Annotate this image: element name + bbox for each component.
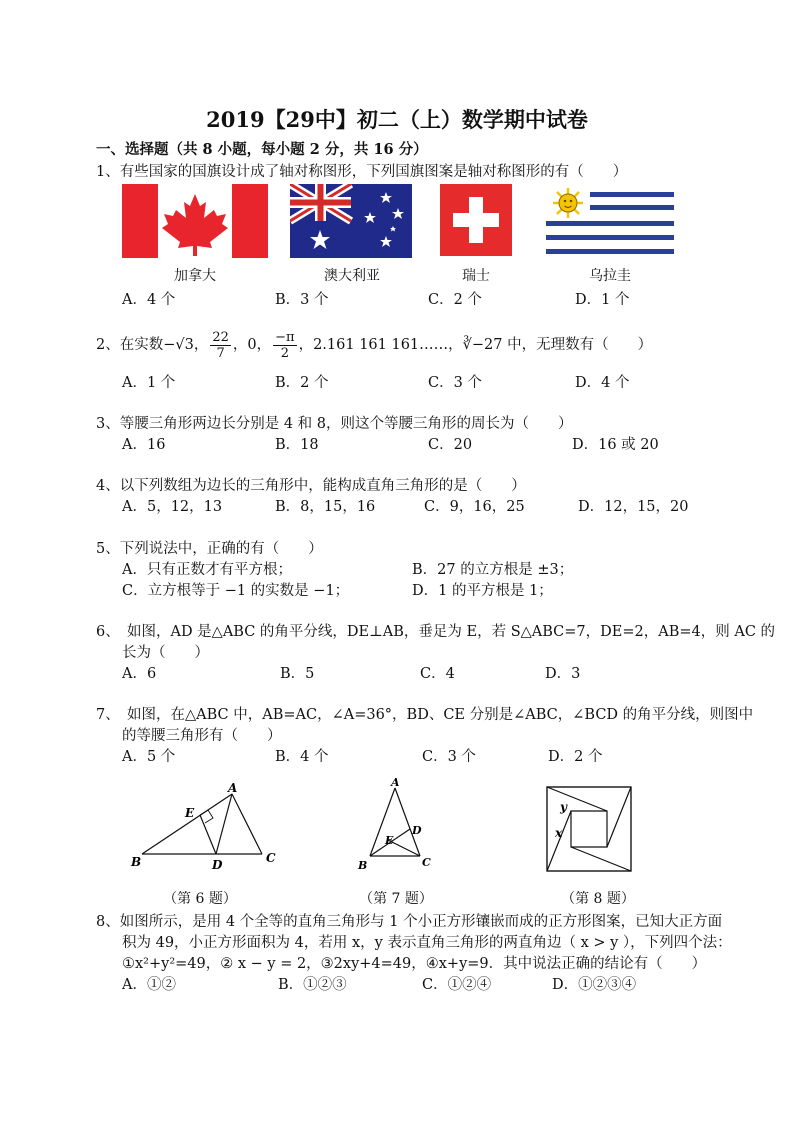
q7-option-a: A．5 个 [122, 749, 176, 765]
q3-option-b: B．18 [275, 437, 319, 453]
question-8-line-1: 8、如图所示，是用 4 个全等的直角三角形与 1 个小正方形镶嵌而成的正方形图案，已知大正方面 [96, 914, 723, 930]
q6-option-d: D．3 [545, 666, 581, 682]
q4-option-b: B．8，15，16 [275, 499, 376, 515]
q2-text-3: 中，无理数有（ ） [502, 337, 653, 353]
q1-option-b: B．3 个 [275, 292, 329, 308]
q8-option-b: B．①②③ [278, 977, 347, 993]
figure-7 [352, 774, 436, 874]
figure-6 [128, 780, 284, 872]
q5-option-b: B．27 的立方根是 ±3； [412, 562, 574, 578]
flag-label-australia: 澳大利亚 [324, 268, 380, 284]
q8-option-a: A．①② [122, 977, 176, 993]
fig6-label-b: B [131, 855, 142, 869]
q2-fraction-22-7 [210, 330, 231, 361]
q2-zero: ，0， [232, 337, 272, 353]
q7-option-c: C．3 个 [422, 749, 476, 765]
q4-option-d: D．12，15，20 [578, 499, 689, 515]
fig6-label-a: A [228, 781, 238, 795]
fig7-label-e: E [385, 834, 394, 847]
question-5-stem: 5、下列说法中，正确的有（ ） [96, 541, 323, 557]
page-title: 2019【29中】初二（上）数学期中试卷 [206, 107, 588, 132]
q6-option-a: A．6 [122, 666, 157, 682]
q7-option-b: B．4 个 [275, 749, 329, 765]
section-heading: 一、选择题（共 8 小题，每小题 2 分，共 16 分） [96, 141, 428, 158]
q2-frac1-numerator: 22 [212, 329, 229, 345]
question-6-line-1: 6、 如图，AD 是△ABC 的角平分线，DE⊥AB，垂足为 E，若 S△ABC=7，DE=2，AB=4，则 AC 的 [96, 624, 776, 640]
q2-frac2-numerator: −π [275, 329, 295, 345]
fig6-label-c: C [266, 851, 276, 865]
sun-icon [553, 188, 583, 218]
question-8-line-2: 积为 49，小正方形面积为 4，若用 x，y 表示直角三角形的两直角边（ x > y ），下列四个法： [122, 935, 732, 951]
q1-option-c: C．2 个 [428, 292, 482, 308]
q2-fraction-pi-2 [273, 330, 296, 361]
figure-8-caption: （第 8 题） [561, 891, 635, 907]
q2-frac2-denominator: 2 [280, 345, 289, 361]
q7-option-d: D．2 个 [548, 749, 603, 765]
q8-option-c: C．①②④ [422, 977, 492, 993]
q8-option-d: D．①②③④ [552, 977, 637, 993]
figure-8 [544, 784, 634, 874]
fig7-label-a: A [391, 776, 400, 789]
q5-option-a: A．只有正数才有平方根； [122, 562, 292, 578]
uruguay-flag [546, 186, 674, 258]
q2-frac1-denominator: 7 [216, 345, 225, 361]
fig7-label-d: D [412, 824, 422, 837]
q1-option-d: D．1 个 [575, 292, 630, 308]
q6-option-b: B．5 [280, 666, 315, 682]
question-6-line-2: 长为（ ） [122, 645, 209, 661]
question-7-line-1: 7、 如图，在△ABC 中，AB=AC，∠A=36°，BD、CE 分别是∠ABC，∠BCD 的角平分线，则图中 [96, 707, 754, 723]
q5-option-d: D．1 的平方根是 1； [412, 583, 553, 599]
canada-flag [122, 184, 268, 258]
q2-text-2: ，2.161 161 161……， [298, 337, 463, 353]
question-7-line-2: 的等腰三角形有（ ） [122, 728, 282, 744]
q2-option-a: A．1 个 [122, 375, 176, 391]
fig7-label-b: B [358, 859, 368, 872]
q5-option-c: C．立方根等于 −1 的实数是 −1； [122, 583, 350, 599]
fig6-label-d: D [212, 858, 223, 872]
q2-option-b: B．2 个 [275, 375, 329, 391]
union-jack-icon [290, 184, 351, 221]
flag-label-switzerland: 瑞士 [462, 268, 490, 284]
q1-option-a: A．4 个 [122, 292, 176, 308]
question-4-stem: 4、以下列数组为边长的三角形中，能构成直角三角形的是（ ） [96, 478, 526, 494]
q2-option-c: C．3 个 [428, 375, 482, 391]
fig8-label-y: y [560, 800, 567, 814]
q4-option-a: A．5，12，13 [122, 499, 223, 515]
q2-option-d: D．4 个 [575, 375, 630, 391]
q3-option-a: A．16 [122, 437, 166, 453]
figure-6-caption: （第 6 题） [163, 891, 237, 907]
q3-option-c: C．20 [428, 437, 473, 453]
flag-label-canada: 加拿大 [174, 268, 216, 284]
question-1-stem: 1、有些国家的国旗设计成了轴对称图形，下列国旗图案是轴对称图形的有（ ） [96, 164, 628, 180]
q6-option-c: C．4 [420, 666, 455, 682]
fig6-label-e: E [185, 806, 195, 820]
question-8-line-3: ①x²+y²=49，② x − y = 2，③2xy+4=49，④x+y=9．其中说法正确的结论有（ ） [122, 956, 707, 972]
flag-label-uruguay: 乌拉圭 [589, 268, 631, 284]
q3-option-d: D．16 或 20 [572, 437, 659, 453]
question-2-stem: 2、在实数−√3， $\frac{22}{7}$ ，0， $\frac{-\pi}{2}$ ，2.161 161 161……，∛−27 中，无理数有（ ） [96, 329, 653, 361]
q2-cube-root: ∛−27 [462, 337, 503, 353]
question-3-stem: 3、等腰三角形两边长分别是 4 和 8，则这个等腰三角形的周长为（ ） [96, 416, 573, 432]
q4-option-c: C．9，16，25 [424, 499, 525, 515]
australia-flag [290, 184, 412, 258]
figure-7-caption: （第 7 题） [359, 891, 433, 907]
q2-neg-sqrt3: −√3 [163, 337, 194, 353]
q2-text-1: 2、在实数 [96, 337, 164, 353]
fig8-label-x: x [555, 826, 563, 840]
fig7-label-c: C [422, 856, 431, 869]
switzerland-flag [440, 184, 512, 256]
